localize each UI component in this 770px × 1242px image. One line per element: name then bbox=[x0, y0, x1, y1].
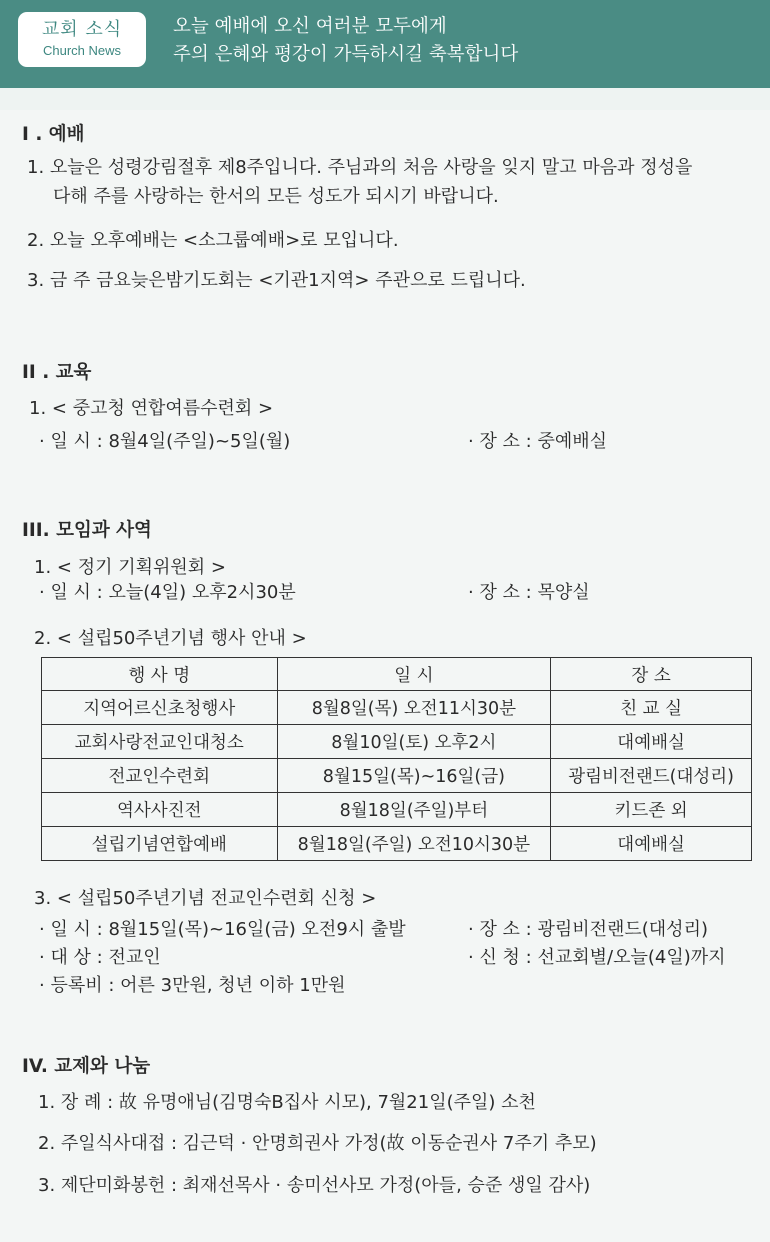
section-4-heading: IV. 교제와 나눔 bbox=[22, 1056, 151, 1077]
table-cell: 전교인수련회 bbox=[42, 759, 278, 793]
s3-item3-apply: · 신 청 : 선교회별/오늘(4일)까지 bbox=[468, 947, 726, 968]
table-cell: 8월8일(목) 오전11시30분 bbox=[277, 691, 551, 725]
table-cell: 8월18일(주일) 오전10시30분 bbox=[277, 827, 551, 861]
table-cell: 대예배실 bbox=[551, 827, 752, 861]
s3-item3-title: 3. < 설립50주년기념 전교인수련회 신청 > bbox=[34, 888, 377, 909]
table-cell: 8월15일(목)~16일(금) bbox=[277, 759, 551, 793]
s3-item1-place: · 장 소 : 목양실 bbox=[468, 582, 590, 603]
s2-item1-title: 1. < 중고청 연합여름수련회 > bbox=[29, 398, 274, 419]
table-header-cell: 일 시 bbox=[277, 658, 551, 691]
s1-item3: 3. 금 주 금요늦은밤기도회는 <기관1지역> 주관으로 드립니다. bbox=[27, 270, 526, 291]
s2-item1-date: · 일 시 : 8월4일(주일)~5일(월) bbox=[39, 431, 291, 452]
table-row bbox=[42, 793, 752, 827]
s3-item3-fee: · 등록비 : 어른 3만원, 청년 이하 1만원 bbox=[39, 975, 346, 996]
table-cell: 교회사랑전교인대청소 bbox=[42, 725, 278, 759]
table-cell: 8월18일(주일)부터 bbox=[277, 793, 551, 827]
table-cell: 키드존 외 bbox=[551, 793, 752, 827]
table-header-cell: 행 사 명 bbox=[42, 658, 278, 691]
s3-item3-place: · 장 소 : 광림비전랜드(대성리) bbox=[468, 919, 708, 940]
table-cell: 설립기념연합예배 bbox=[42, 827, 278, 861]
table-cell: 대예배실 bbox=[551, 725, 752, 759]
s4-item1: 1. 장 례 : 故 유명애님(김명숙B집사 시모), 7월21일(주일) 소천 bbox=[38, 1092, 536, 1113]
badge-korean-title: 교회 소식 bbox=[41, 19, 123, 40]
s3-item3-date: · 일 시 : 8월15일(목)~16일(금) 오전9시 출발 bbox=[39, 919, 406, 940]
section-3-heading: III. 모임과 사역 bbox=[22, 520, 152, 541]
s4-item3: 3. 제단미화봉헌 : 최재선목사 · 송미선사모 가정(아들, 승준 생일 감사) bbox=[38, 1175, 591, 1196]
s3-item1-date: · 일 시 : 오늘(4일) 오후2시30분 bbox=[39, 582, 296, 603]
table-row bbox=[42, 725, 752, 759]
s1-item2: 2. 오늘 오후예배는 <소그룹예배>로 모입니다. bbox=[27, 230, 399, 251]
table-cell: 지역어르신초청행사 bbox=[42, 691, 278, 725]
table-header-row bbox=[42, 658, 752, 691]
badge-english-title: Church News bbox=[42, 43, 122, 58]
table-row bbox=[42, 691, 752, 725]
greeting-line-2: 주의 은혜와 평강이 가득하시길 축복합니다 bbox=[173, 44, 519, 65]
table-row bbox=[42, 827, 752, 861]
s1-item1-line2: 다해 주를 사랑하는 한서의 모든 성도가 되시기 바랍니다. bbox=[53, 186, 499, 207]
table-header-cell: 장 소 bbox=[551, 658, 752, 691]
table-row bbox=[42, 759, 752, 793]
table-cell: 친 교 실 bbox=[551, 691, 752, 725]
paper-strip bbox=[0, 88, 770, 110]
section-1-heading: I . 예배 bbox=[22, 124, 85, 145]
table-cell: 광림비전랜드(대성리) bbox=[551, 759, 752, 793]
church-news-badge bbox=[18, 12, 146, 67]
s2-item1-place: · 장 소 : 중예배실 bbox=[468, 431, 608, 452]
s3-item2-title: 2. < 설립50주년기념 행사 안내 > bbox=[34, 628, 307, 649]
event-table bbox=[41, 657, 752, 861]
table-cell: 역사사진전 bbox=[42, 793, 278, 827]
greeting-line-1: 오늘 예배에 오신 여러분 모두에게 bbox=[173, 16, 447, 37]
s4-item2: 2. 주일식사대접 : 김근덕 · 안명희권사 가정(故 이동순권사 7주기 추모) bbox=[38, 1133, 597, 1154]
s1-item1-line1: 1. 오늘은 성령강림절후 제8주입니다. 주님과의 처음 사랑을 잊지 말고 마음과 정성을 bbox=[27, 157, 693, 178]
table-cell: 8월10일(토) 오후2시 bbox=[277, 725, 551, 759]
greeting bbox=[173, 13, 518, 69]
s3-item3-target: · 대 상 : 전교인 bbox=[39, 947, 161, 968]
section-2-heading: II . 교육 bbox=[22, 362, 92, 383]
s3-item1-title: 1. < 정기 기획위원회 > bbox=[34, 557, 226, 578]
header-banner bbox=[0, 0, 770, 88]
